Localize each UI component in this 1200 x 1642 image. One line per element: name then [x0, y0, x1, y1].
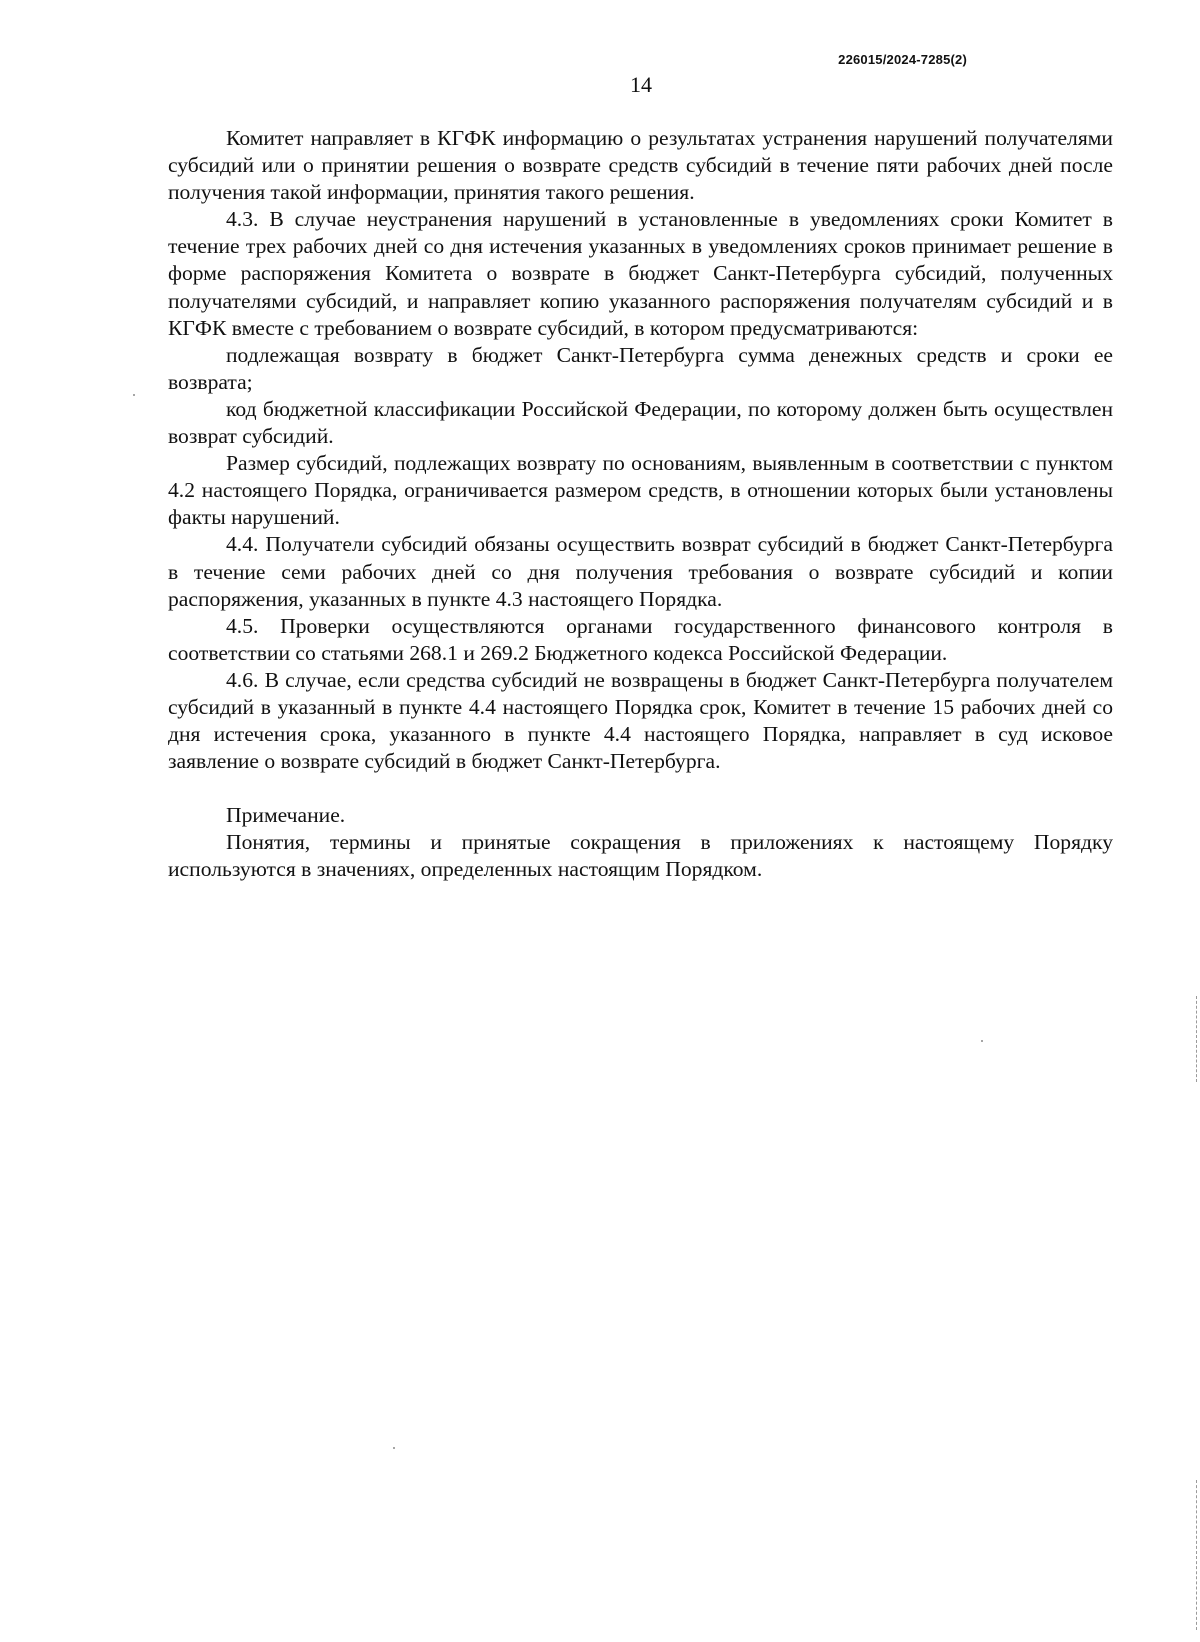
paragraph-refund-amount: подлежащая возврату в бюджет Санкт-Петербурга сумма денежных средств и сроки ее возврата; — [168, 342, 1113, 394]
scan-edge-artifact — [1196, 996, 1198, 1082]
paragraph-4-3: 4.3. В случае неустранения нарушений в установленные в уведомлениях сроки Комитет в течение трех рабочих дней со дня истечения указанных в уведомлениях сроков принимает решение в форме распоряжения Комитета о возврате в бюджет Санкт-Петербурга субсидий, полученных получателями субсидий, и направляет копию указанного распоряжения получателям субсидий и в КГФК вместе с требованием о возврате субсидий, в котором предусматриваются: — [168, 207, 1113, 340]
paragraph-4-4: 4.4. Получатели субсидий обязаны осуществить возврат субсидий в бюджет Санкт-Петербурга в течение семи рабочих дней со дня получения требования о возврате субсидий и копии распоряжения, указанных в пункте 4.3 настоящего Порядка. — [168, 532, 1113, 611]
document-registration-number: 226015/2024-7285(2) — [838, 52, 967, 67]
paragraph-refund-size: Размер субсидий, подлежащих возврату по основаниям, выявленным в соответствии с пунктом 4.2 настоящего Порядка, ограничивается размером средств, в отношении которых были установлены факты нарушений. — [168, 451, 1113, 530]
paragraph-4-5: 4.5. Проверки осуществляются органами государственного финансового контроля в соответствии со статьями 268.1 и 269.2 Бюджетного кодекса Российской Федерации. — [168, 613, 1113, 665]
scan-dust-dot — [133, 394, 135, 396]
paragraph-4-6: 4.6. В случае, если средства субсидий не возвращены в бюджет Санкт-Петербурга получателем субсидий в указанный в пункте 4.4 настоящего Порядка срок, Комитет в течение 15 рабочих дней со дня истечения срока, указанного в пункте 4.4 настоящего Порядка, направляет в суд исковое заявление о возврате субсидий в бюджет Санкт-Петербурга. — [168, 667, 1113, 774]
note-text: Понятия, термины и принятые сокращения в приложениях к настоящему Порядку используются в значениях, определенных настоящим Порядком. — [168, 830, 1113, 882]
document-body — [168, 125, 1113, 884]
paragraph-committee-notification: Комитет направляет в КГФК информацию о результатах устранения нарушений получателями субсидий или о принятии решения о возврате средств субсидий в течение пяти рабочих дней после получения такой информации, принятия такого решения. — [168, 126, 1113, 205]
scan-dust-dot — [393, 1447, 395, 1449]
paragraph-budget-code: код бюджетной классификации Российской Федерации, по которому должен быть осуществлен возврат субсидий. — [168, 396, 1113, 449]
page-number: 14 — [630, 72, 652, 97]
scan-dust-dot — [981, 1040, 983, 1042]
note-title: Примечание. — [226, 803, 346, 828]
scan-edge-artifact — [1196, 1480, 1198, 1630]
